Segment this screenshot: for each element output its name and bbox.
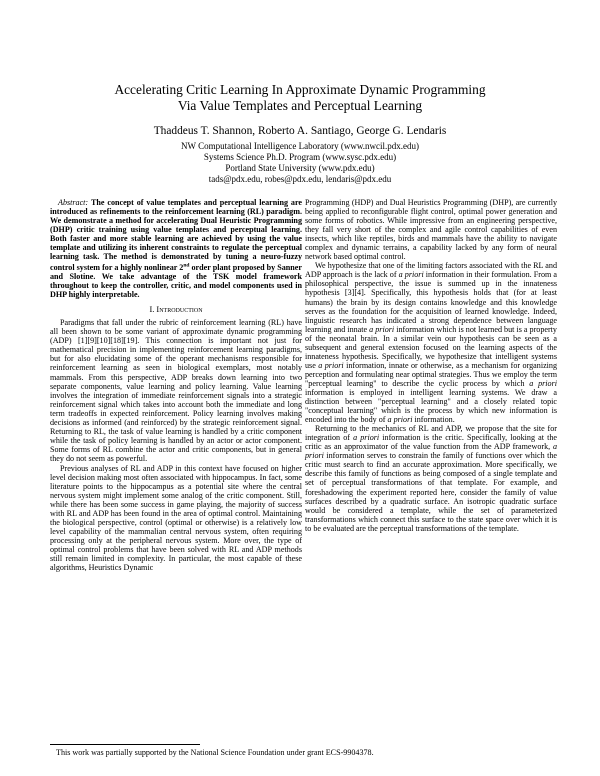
author-list: Thaddeus T. Shannon, Roberto A. Santiago, George G. Lendaris [153,125,447,137]
a-priori-italic: a priori [398,270,424,280]
abstract-label: Abstract: [58,198,89,207]
funding-footnote: This work was partially supported by the National Science Foundation under grant ECS-9904378. [56,748,374,757]
text-run: information which is not learned but is a property of the neonatal brain. In a similar vein our hypothesis can be seen as a subsequent and general extension focused on the learning aspects of the innateness hypothesis. Specifically, we hypothesize that intelligent systems use [305,324,557,370]
a-priori-italic: a priori [369,324,395,334]
text-run: information, innate or otherwise, as a mechanism for organizing perception and formulating near optimal strategies. Thus we employ the term "perceptual learning" to describe the cyclic process by which [305,360,558,388]
abstract-text-b: order plant proposed by Sanner and Slotine. We take advantage of the TSK model framework throughout to keep the controller, critic, and model components used in DHP highly interpretable. [50,263,302,300]
text-run: information serves to constrain the family of functions over which the critic must search to find an accurate approximation. More specifically, we describe this family of functions as being composed of a single template and set of perceptual transformations of that template. For example, and foreshadowing the experiment reported here, consider the family of value surfaces described by a quadratic surface. An isotropic quadratic surface would be considered a template, while the set of parameterized transformations which connect this surface to the state space over which it is to be evaluated are the perceptual transformations of the template. [305,451,557,533]
abstract [50,198,302,299]
text-run: We hypothesize that one of the limiting factors associated with the RL and ADP approach is the lack of [305,261,557,280]
affiliation-line: NW Computational Intelligence Laboratory (www.nwcil.pdx.edu) [181,141,419,151]
paper-title [40,82,560,114]
a-priori-italic: a priori [305,442,557,461]
a-priori-italic: a priori [387,415,413,425]
right-paragraph-2 [305,261,557,424]
affiliation-emails: tads@pdx.edu, robes@pdx.edu, lendaris@pdx.edu [208,173,392,184]
affiliation-block [40,141,560,185]
right-paragraph-1: Programming (HDP) and Dual Heuristics Programming (DHP), are currently being applied to reconfigurable flight control, optimal power generation and some forms of robotics. While impressive from an engineering perspective, they fall very short of the complex and agile control capabilities of even insects, which like reptiles, birds and mammals have the ability to navigate complex and dynamic terrains, a capability lacked by any form of neural network based optimal control. [305,198,557,262]
abstract-superscript: nd [183,262,190,269]
left-column [50,198,302,572]
intro-paragraph-2: Previous analyses of RL and ADP in this context have focused on higher level decision making most often associated with hippocampus. In fact, some literature points to the hippocampus as a potential site where the central nervous system might implement some analog of the critic component. Still, while there has been some success in game playing, the majority of success with RL and ADP has been found in the area of optimal control. Maintaining the biological perspective, control (optimal or otherwise) is a relatively low level capability of the mammalian central nervous system, often requiring processing only at the peripheral nervous system. More over, the type of optimal control problems that have been solved with RL and ADP methods still remain limited in complexity. In particular, the most capable of these algorithms, Heuristics Dynamic [50,463,302,573]
title-line-1: Accelerating Critic Learning In Approximate Dynamic Programming [114,82,486,97]
text-run: information is employed in intelligent learning systems. We draw a distinction between "perceptual learning" and a closely related topic "conceptual learning" which is the process by which new information is encoded into the body of [305,387,557,425]
a-priori-italic: a priori [529,378,557,388]
section-heading-introduction: I. Introduction [149,305,203,315]
title-line-2: Via Value Templates and Perceptual Learning [177,98,423,113]
right-paragraph-3 [305,424,557,533]
abstract-text-a: The concept of value templates and perceptual learning are introduced as refinements to the reinforcement learning (RL) paradigm. We demonstrate a method for accelerating Dual Heuristic Programming (DHP) critic training using value templates and perceptual learning. Both faster and more stable learning are achieved by using the value template and utilizing its inherent constraints to regulate the perceptual learning task. The method is demonstrated by tuning a neuro-fuzzy control system for a highly nonlinear 2 [50,198,302,273]
text-run: information in their formulation. From a philosophical perspective, the issue is summed up in the innateness hypothesis [3][4]. Specifically, this hypothesis holds that (for at least humans) the brain by its design contains knowledge and this knowledge serves as the foundation for the acquisition of learned knowledge. Indeed, linguistic research has indicated a strong dependence between language learning and innate [305,270,557,334]
abstract-text [50,198,302,299]
affiliation-line: Systems Science Ph.D. Program (www.sysc.pdx.edu) [203,151,397,162]
a-priori-italic: a priori [353,433,380,443]
affiliation-line: Portland State University (www.pdx.edu) [225,162,375,173]
footnote-rule [50,744,200,745]
text-run: information. [412,415,455,425]
right-column [305,198,557,533]
text-run: Returning to the mechanics of RL and ADP, we propose that the site for integration of [305,424,557,443]
text-run: information is the critic. Specifically, looking at the critic as an approximator of the value function from the ADP framework, [305,433,557,452]
intro-paragraph-1: Paradigms that fall under the rubric of reinforcement learning (RL) have all been shown to be some variant of approximate dynamic programming (ADP) [1][9][10][18][19]. This connection is important not just for mathematical precision in implementing reinforcement learning paradigms, but for also elucidating some of the operant mechanisms responsible for reinforcement learning as seen in biological exemplars, most notably mammals. From this perspective, ADP breaks down learning into two separate components, value learning and policy learning. Value learning involves the integration of immediate reinforcement signals into a strategic reinforcement signal which takes into account both the immediate and long term tradeoffs in expected reinforcement. Policy learning involves making decisions as informed (and reinforced) by the strategic reinforcement signal. Returning to RL, the task of value learning is handled by a critic component while the task of policy learning is handled by an actor or actor component. Some forms of RL combine the actor and critic components, but in general they do not seem as powerful. [50,318,302,463]
a-priori-italic: a priori [318,360,344,370]
